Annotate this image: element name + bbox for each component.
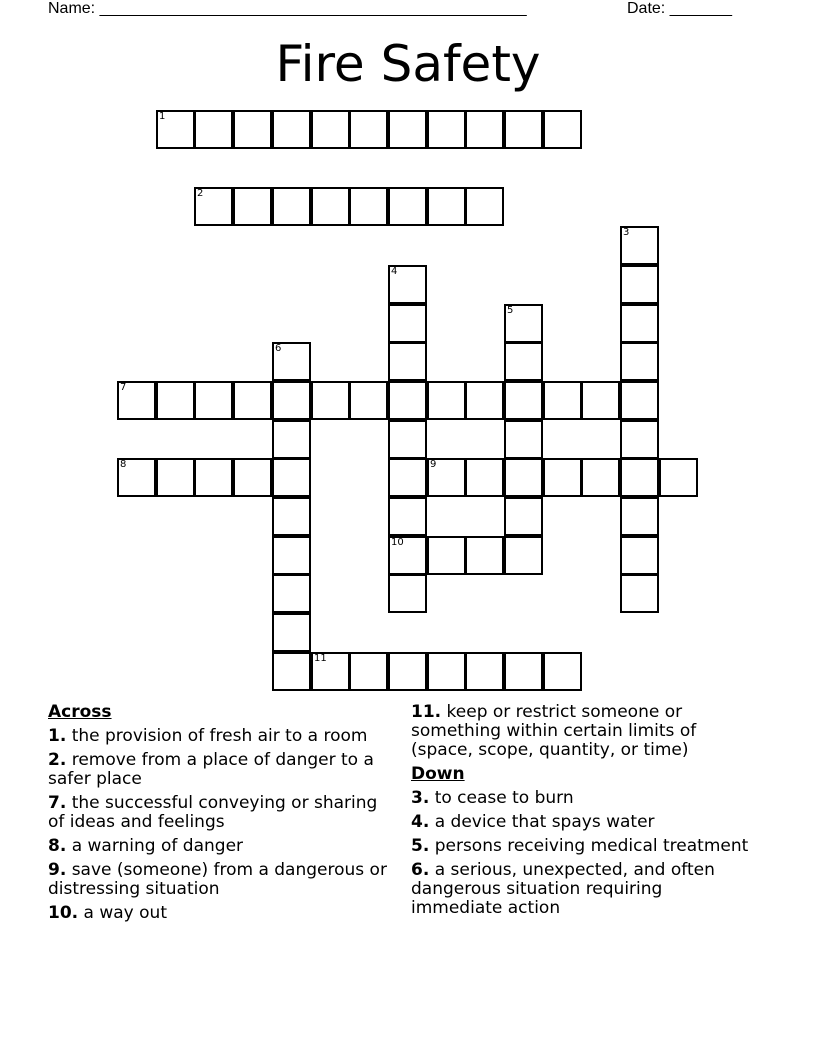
crossword-cell[interactable] xyxy=(504,381,543,420)
clue-number-label: 5 xyxy=(507,305,514,316)
clue-number-label: 8 xyxy=(120,459,127,470)
crossword-cell[interactable] xyxy=(388,381,427,420)
clue-number-label: 4 xyxy=(391,266,398,277)
clue-number: 10. xyxy=(48,903,79,923)
crossword-cell[interactable] xyxy=(581,458,620,497)
crossword-cell[interactable] xyxy=(272,420,311,459)
crossword-cell[interactable] xyxy=(504,110,543,149)
clue-number-label: 10 xyxy=(391,537,404,548)
crossword-cell[interactable] xyxy=(504,497,543,536)
crossword-cell[interactable] xyxy=(504,304,543,343)
clue-text: keep or restrict someone or something within certain limits of (space, scope, quantity, or time) xyxy=(411,702,697,760)
crossword-cell[interactable] xyxy=(349,110,388,149)
name-field: Name: ________________________________________________ xyxy=(48,0,527,17)
crossword-cell[interactable] xyxy=(504,652,543,691)
crossword-cell[interactable] xyxy=(388,536,427,575)
date-field: Date: _______ xyxy=(627,0,732,17)
crossword-cell[interactable] xyxy=(465,110,504,149)
clue-text: to cease to burn xyxy=(434,788,574,808)
crossword-cell[interactable] xyxy=(543,458,582,497)
crossword-cell[interactable] xyxy=(620,497,659,536)
crossword-cell[interactable] xyxy=(117,381,156,420)
crossword-cell[interactable] xyxy=(465,652,504,691)
clue-number: 6. xyxy=(411,860,430,880)
crossword-cell[interactable] xyxy=(233,458,272,497)
clue-text: the successful conveying or sharing of ideas and feelings xyxy=(48,793,378,832)
crossword-cell[interactable] xyxy=(233,187,272,226)
across-heading: Across xyxy=(48,702,112,722)
clue-number: 5. xyxy=(411,836,430,856)
clue-number: 1. xyxy=(48,726,67,746)
crossword-cell[interactable] xyxy=(388,458,427,497)
clue-across-11 xyxy=(411,703,751,760)
crossword-cell[interactable] xyxy=(272,110,311,149)
clue-number-label: 3 xyxy=(623,227,630,238)
clue-text: a way out xyxy=(83,903,167,923)
crossword-cell[interactable] xyxy=(194,110,233,149)
crossword-cell[interactable] xyxy=(504,536,543,575)
crossword-cell[interactable] xyxy=(620,420,659,459)
crossword-cell[interactable] xyxy=(427,110,466,149)
crossword-cell[interactable] xyxy=(194,187,233,226)
clue-across-1 xyxy=(48,727,393,746)
crossword-cell[interactable] xyxy=(543,652,582,691)
crossword-cell[interactable] xyxy=(388,304,427,343)
crossword-cell[interactable] xyxy=(311,187,350,226)
crossword-cell[interactable] xyxy=(504,420,543,459)
clue-number-label: 2 xyxy=(197,188,204,199)
crossword-cell[interactable] xyxy=(659,458,698,497)
crossword-cell[interactable] xyxy=(620,226,659,265)
crossword-cell[interactable] xyxy=(427,187,466,226)
crossword-cell[interactable] xyxy=(427,652,466,691)
clue-text: a warning of danger xyxy=(71,836,244,856)
crossword-cell[interactable] xyxy=(504,458,543,497)
clue-down-3 xyxy=(411,789,751,808)
crossword-cell[interactable] xyxy=(504,342,543,381)
clues-column-left xyxy=(48,703,393,928)
clue-down-5 xyxy=(411,837,751,856)
clue-number-label: 11 xyxy=(314,653,327,664)
crossword-cell[interactable] xyxy=(465,536,504,575)
crossword-cell[interactable] xyxy=(388,574,427,613)
crossword-cell[interactable] xyxy=(311,381,350,420)
clue-number: 4. xyxy=(411,812,430,832)
crossword-cell[interactable] xyxy=(117,458,156,497)
clue-number: 9. xyxy=(48,860,67,880)
crossword-cell[interactable] xyxy=(388,420,427,459)
clue-number: 3. xyxy=(411,788,430,808)
crossword-cell[interactable] xyxy=(272,342,311,381)
clue-text: persons receiving medical treatment xyxy=(434,836,749,856)
crossword-cell[interactable] xyxy=(620,342,659,381)
clue-number-label: 6 xyxy=(275,343,282,354)
crossword-cell[interactable] xyxy=(349,381,388,420)
down-heading: Down xyxy=(411,764,465,784)
clue-text: remove from a place of danger to a safer place xyxy=(48,750,374,789)
crossword-cell[interactable] xyxy=(388,652,427,691)
clues-column-right xyxy=(411,703,751,923)
crossword-cell[interactable] xyxy=(465,458,504,497)
page-title: Fire Safety xyxy=(275,35,541,93)
crossword-cell[interactable] xyxy=(388,110,427,149)
clue-number: 7. xyxy=(48,793,67,813)
crossword-cell[interactable] xyxy=(272,187,311,226)
clue-number-label: 7 xyxy=(120,382,127,393)
clue-across-9 xyxy=(48,861,393,899)
crossword-cell[interactable] xyxy=(620,265,659,304)
crossword-cell[interactable] xyxy=(156,458,195,497)
crossword-cell[interactable] xyxy=(620,536,659,575)
crossword-cell[interactable] xyxy=(388,265,427,304)
crossword-cell[interactable] xyxy=(272,613,311,652)
crossword-cell[interactable] xyxy=(349,652,388,691)
crossword-cell[interactable] xyxy=(427,381,466,420)
crossword-cell[interactable] xyxy=(620,574,659,613)
crossword-cell[interactable] xyxy=(620,381,659,420)
crossword-cell[interactable] xyxy=(272,497,311,536)
crossword-cell[interactable] xyxy=(272,458,311,497)
clue-text: the provision of fresh air to a room xyxy=(71,726,368,746)
crossword-cell[interactable] xyxy=(349,187,388,226)
crossword-cell[interactable] xyxy=(543,381,582,420)
clue-across-10 xyxy=(48,904,393,923)
clue-across-8 xyxy=(48,837,393,856)
crossword-cell[interactable] xyxy=(581,381,620,420)
crossword-cell[interactable] xyxy=(272,381,311,420)
crossword-cell[interactable] xyxy=(465,381,504,420)
crossword-cell[interactable] xyxy=(388,342,427,381)
crossword-cell[interactable] xyxy=(427,458,466,497)
clue-number: 2. xyxy=(48,750,67,770)
clue-number-label: 1 xyxy=(159,111,166,122)
crossword-cell[interactable] xyxy=(543,110,582,149)
clue-number: 11. xyxy=(411,702,442,722)
crossword-cell[interactable] xyxy=(194,381,233,420)
crossword-cell[interactable] xyxy=(620,458,659,497)
crossword-cell[interactable] xyxy=(233,110,272,149)
crossword-cell[interactable] xyxy=(465,187,504,226)
clue-text: a serious, unexpected, and often dangerous situation requiring immediate action xyxy=(411,860,715,918)
crossword-cell[interactable] xyxy=(311,652,350,691)
crossword-cell[interactable] xyxy=(620,304,659,343)
crossword-cell[interactable] xyxy=(233,381,272,420)
crossword-cell[interactable] xyxy=(388,497,427,536)
clue-across-7 xyxy=(48,794,393,832)
crossword-cell[interactable] xyxy=(156,381,195,420)
clue-down-4 xyxy=(411,813,751,832)
crossword-cell[interactable] xyxy=(388,187,427,226)
crossword-cell[interactable] xyxy=(311,110,350,149)
crossword-cell[interactable] xyxy=(272,536,311,575)
crossword-cell[interactable] xyxy=(156,110,195,149)
crossword-cell[interactable] xyxy=(272,652,311,691)
clue-text: a device that spays water xyxy=(434,812,655,832)
clue-down-6 xyxy=(411,861,751,918)
clue-text: save (someone) from a dangerous or distressing situation xyxy=(48,860,387,899)
crossword-cell[interactable] xyxy=(427,536,466,575)
crossword-cell[interactable] xyxy=(272,574,311,613)
crossword-cell[interactable] xyxy=(194,458,233,497)
clue-across-2 xyxy=(48,751,393,789)
clue-number-label: 9 xyxy=(430,459,437,470)
clue-number: 8. xyxy=(48,836,67,856)
